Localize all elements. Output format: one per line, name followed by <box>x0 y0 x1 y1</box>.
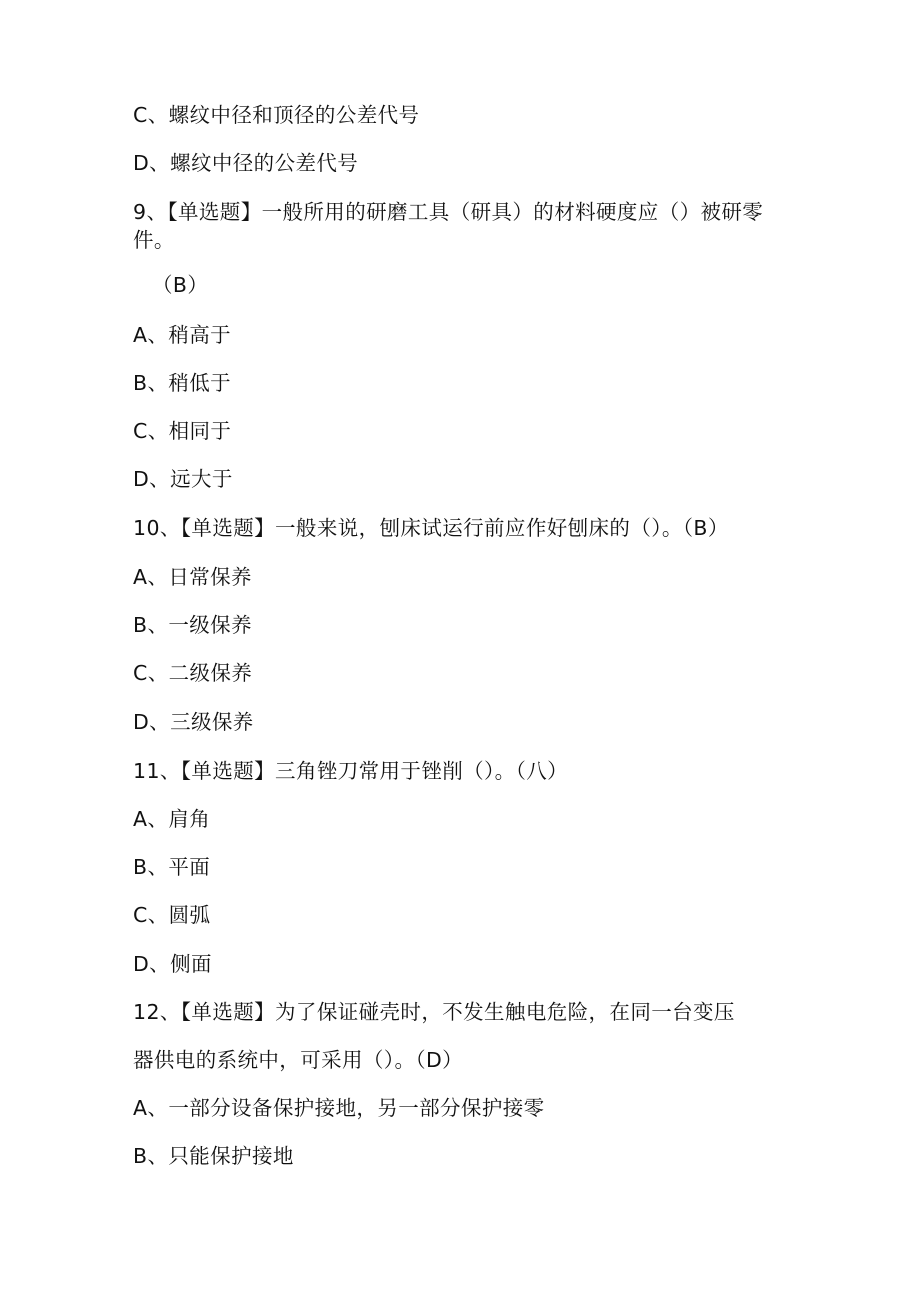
q12-option-a: A、一部分设备保护接地，另一部分保护接零 <box>133 1096 545 1120</box>
q8-option-c: C、螺纹中径和顶径的公差代号 <box>133 103 420 127</box>
q8-option-d: D、螺纹中径的公差代号 <box>133 151 359 175</box>
q10-option-d: D、三级保养 <box>133 710 254 734</box>
q9-option-d: D、远大于 <box>133 467 233 491</box>
q11-option-c: C、圆弧 <box>133 903 211 927</box>
q11-stem: 11、【单选题】三角锉刀常用于锉削（）。（八） <box>133 759 569 783</box>
q10-stem: 10、【单选题】一般来说，刨床试运行前应作好刨床的（）。（B） <box>133 516 729 540</box>
q11-option-b: B、平面 <box>133 855 211 879</box>
q9-stem-line-2: 件。 <box>133 228 175 252</box>
q10-option-a: A、日常保养 <box>133 565 252 589</box>
q9-stem-line-1: 9、【单选题】一般所用的研磨工具（研具）的材料硬度应（）被研零 <box>133 200 764 224</box>
q9-option-a: A、稍高于 <box>133 323 232 347</box>
q11-option-d: D、侧面 <box>133 952 212 976</box>
q9-option-b: B、稍低于 <box>133 371 232 395</box>
q10-option-b: B、一级保养 <box>133 613 252 637</box>
q11-option-a: A、肩角 <box>133 807 211 831</box>
q12-option-b: B、只能保护接地 <box>133 1144 294 1168</box>
q9-option-c: C、相同于 <box>133 419 232 443</box>
q9-answer: （B） <box>152 273 209 297</box>
q12-stem-line-2: 器供电的系统中，可采用（）。（D） <box>133 1048 464 1072</box>
q12-stem-line-1: 12、【单选题】为了保证碰壳时，不发生触电危险，在同一台变压 <box>133 1000 735 1024</box>
q10-option-c: C、二级保养 <box>133 661 253 685</box>
